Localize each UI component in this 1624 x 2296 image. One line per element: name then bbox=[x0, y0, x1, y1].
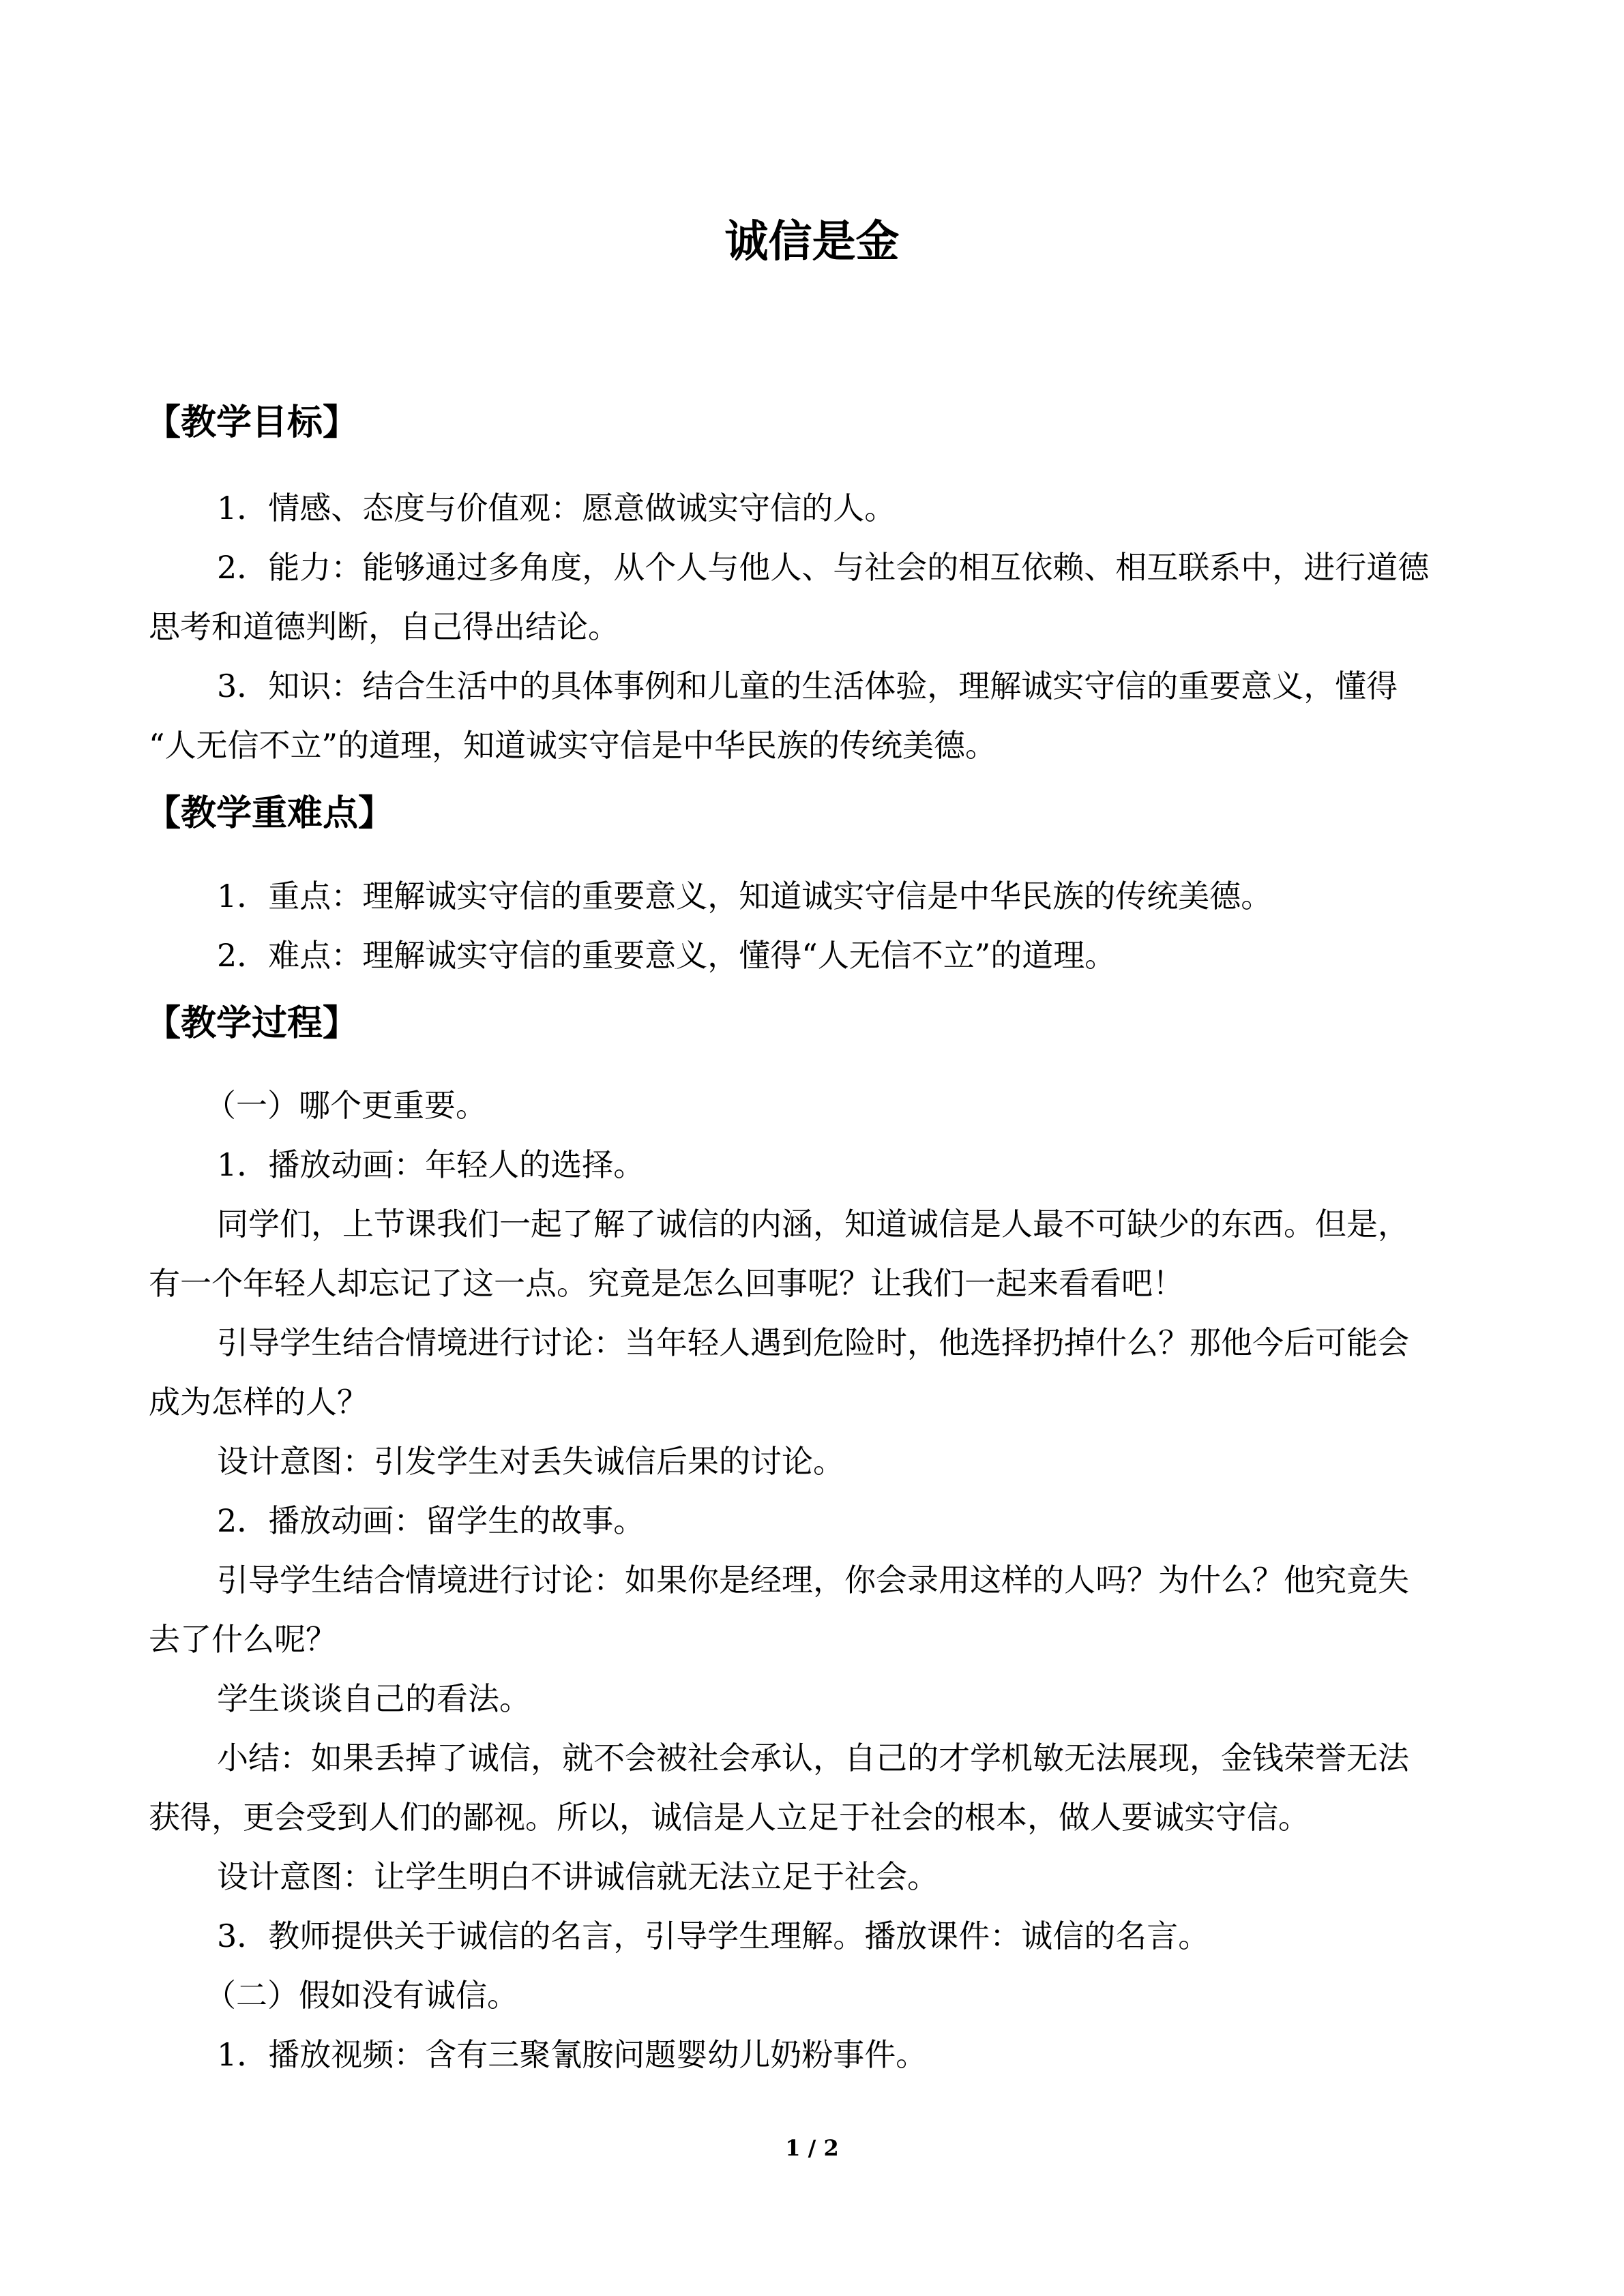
process-line-14: 设计意图：让学生明白不讲诚信就无法立足于社会。 bbox=[217, 1858, 939, 1895]
key-point-line-2: 2．难点：理解诚实守信的重要意义，懂得“人无信不立”的道理。 bbox=[217, 937, 1117, 974]
key-point-line-1: 1．重点：理解诚实守信的重要意义，知道诚实守信是中华民族的传统美德。 bbox=[217, 878, 1273, 914]
process-line-1: （一）哪个更重要。 bbox=[205, 1087, 487, 1124]
process-line-12: 小结：如果丢掉了诚信，就不会被社会承认，自己的才学机敏无法展现，金钱荣誉无法 bbox=[217, 1740, 1409, 1776]
process-line-2: 1．播放动画：年轻人的选择。 bbox=[217, 1146, 645, 1183]
process-line-10: 去了什么呢？ bbox=[149, 1621, 337, 1658]
process-line-5: 引导学生结合情境进行讨论：当年轻人遇到危险时，他选择扔掉什么？那他今后可能会 bbox=[217, 1324, 1409, 1361]
process-line-4: 有一个年轻人却忘记了这一点。究竟是怎么回事呢？让我们一起来看看吧！ bbox=[149, 1265, 1184, 1302]
document-title: 诚信是金 bbox=[724, 217, 900, 267]
process-line-16: （二）假如没有诚信。 bbox=[205, 1977, 518, 2014]
page-number: 1 / 2 bbox=[785, 2135, 839, 2161]
process-line-3: 同学们，上节课我们一起了解了诚信的内涵，知道诚信是人最不可缺少的东西。但是， bbox=[217, 1206, 1409, 1242]
process-line-17: 1．播放视频：含有三聚氰胺问题婴幼儿奶粉事件。 bbox=[217, 2036, 928, 2073]
heading-process: 【教学过程】 bbox=[145, 1003, 359, 1044]
process-line-11: 学生谈谈自己的看法。 bbox=[217, 1680, 531, 1717]
heading-key-points: 【教学重难点】 bbox=[145, 793, 394, 834]
process-line-9: 引导学生结合情境进行讨论：如果你是经理，你会录用这样的人吗？为什么？他究竟失 bbox=[217, 1562, 1409, 1598]
objective-line-3: 3．知识：结合生活中的具体事例和儿童的生活体验，理解诚实守信的重要意义，懂得 bbox=[217, 668, 1398, 704]
process-line-13: 获得，更会受到人们的鄙视。所以，诚信是人立足于社会的根本，做人要诚实守信。 bbox=[149, 1799, 1310, 1836]
objective-line-2: 2．能力：能够通过多角度，从个人与他人、与社会的相互依赖、相互联系中，进行道德 bbox=[217, 549, 1430, 586]
process-line-15: 3．教师提供关于诚信的名言，引导学生理解。播放课件：诚信的名言。 bbox=[217, 1918, 1210, 1954]
objective-line-1: 1．情感、态度与价值观：愿意做诚实守信的人。 bbox=[217, 490, 896, 526]
objective-line-3-cont: “人无信不立”的道理，知道诚实守信是中华民族的传统美德。 bbox=[149, 727, 997, 764]
process-line-7: 设计意图：引发学生对丢失诚信后果的讨论。 bbox=[217, 1443, 844, 1480]
process-line-8: 2．播放动画：留学生的故事。 bbox=[217, 1502, 645, 1539]
process-line-6: 成为怎样的人？ bbox=[149, 1384, 368, 1420]
objective-line-2-cont: 思考和道德判断，自己得出结论。 bbox=[149, 608, 619, 645]
heading-objectives: 【教学目标】 bbox=[145, 402, 359, 443]
